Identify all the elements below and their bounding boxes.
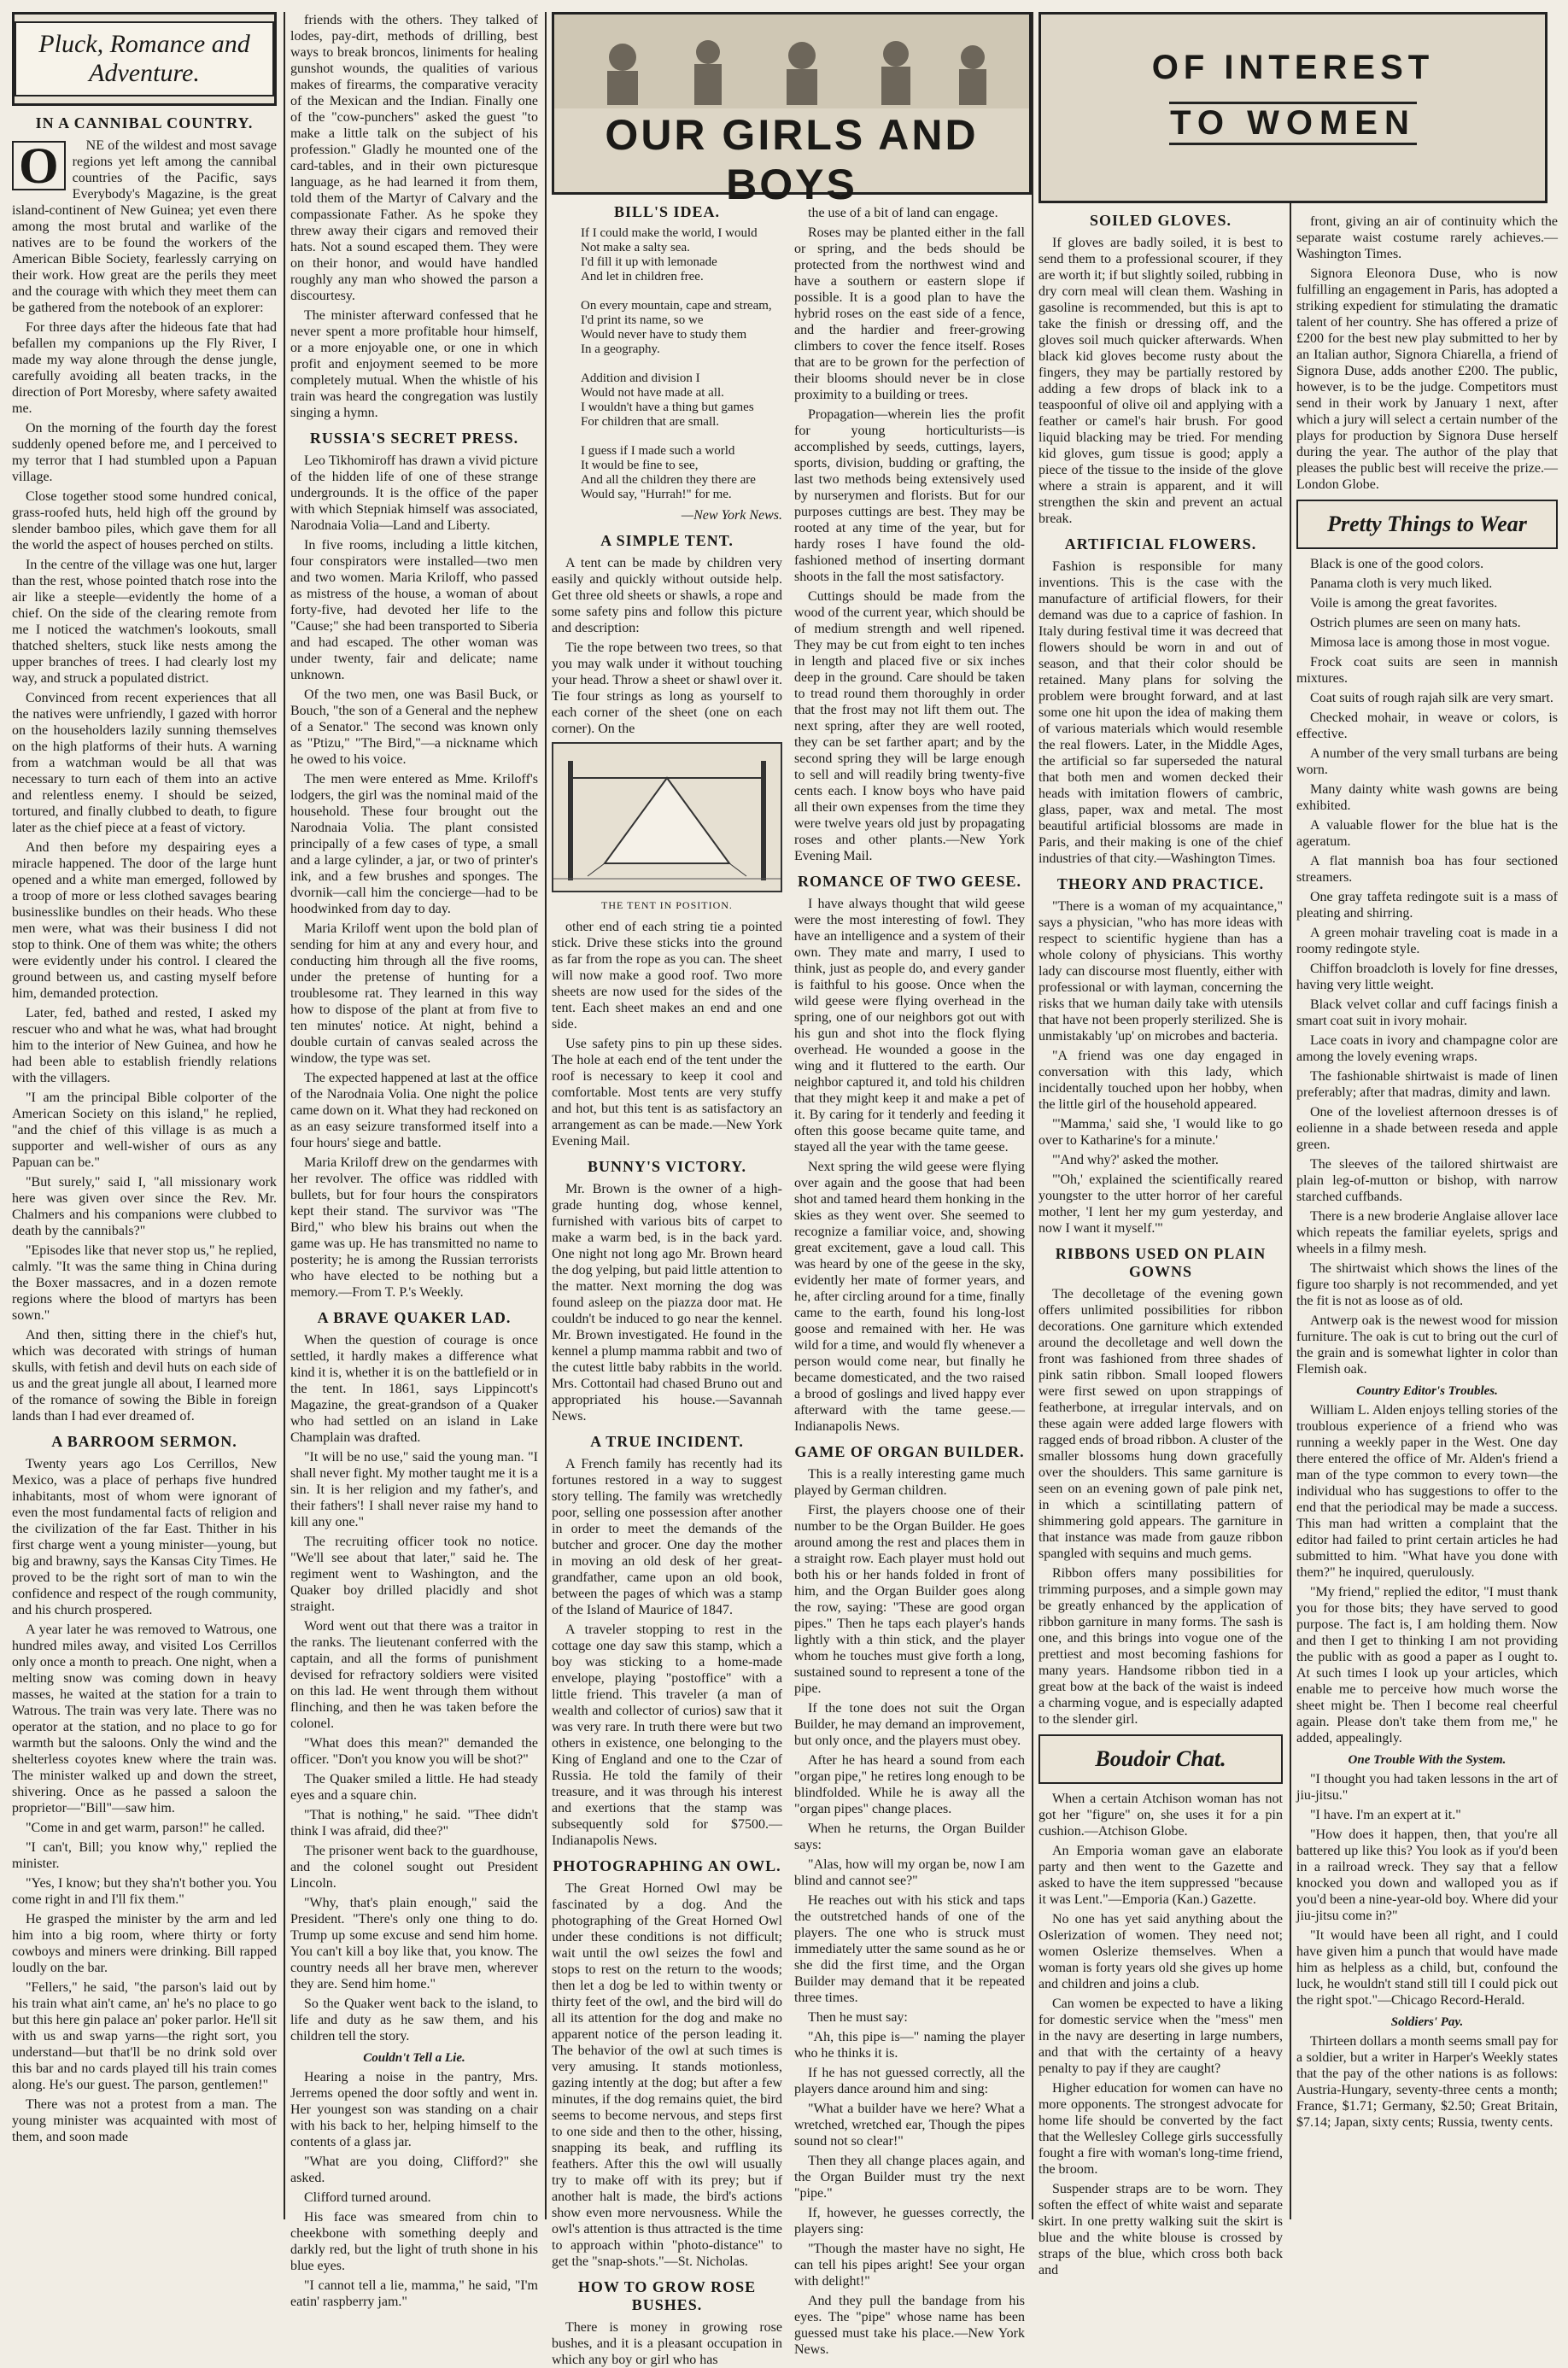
banner-line-2: TO WOMEN: [1169, 102, 1417, 145]
paragraph: "Ah, this pipe is—" naming the player who he thinks it is.: [794, 2030, 1025, 2061]
article-soldiers-pay: [1296, 2033, 1558, 2131]
paragraph: "My friend," replied the editor, "I must thank you for those bits; they have served to good purpose. The fact is, I am holding them. Now and then I get to thinking I am not providing the public with as good a paper as I ought to. At such times I look up your articles, which enable me to perceive how much worse the sheet might be. Then I become real cheerful again. Please don't take them from me," he added, appealingly.: [1296, 1585, 1558, 1745]
paragraph: "I have. I'm an expert at it.": [1310, 1808, 1461, 1822]
paragraph: "'And why?' asked the mother.: [1052, 1153, 1219, 1167]
paragraph: Clifford turned around.: [304, 2190, 431, 2205]
list-pretty-things: [1296, 556, 1558, 1377]
article-theory-practice: [1039, 898, 1283, 1237]
paragraph: Next spring the wild geese were flying over again and the goose that had been shot and tamed heard them honking in the skies as they went over. She seemed to recognize a familiar voice, and, showing great excitement, gave a loud call. This was heard by one of the geese in the sky, evidently her mate of former years, and he, after circling around for a time, finally came to the earth, found his long-lost goose and remained with her. He was wild for a time, and would fly whenever a person would come near, but finally he became domesticated, and the two raised a brood of goslings and lived happy ever afterward with the tame geese.—Indianapolis News.: [794, 1160, 1025, 1434]
paragraph: Panama cloth is very much liked.: [1310, 576, 1493, 591]
article-romance-two-geese: [794, 896, 1025, 1435]
article-true-incident: [552, 1456, 782, 1849]
poem-bills-idea: If I could make the world, I would Not make a salty sea. I'd fill it up with lemonade And let in children free. On every mountain, cape and stream, I'd print its name, so we Would never have to study them In a geography. Addition and division I Would not have made at all. I wouldn't have a thing but games For children that are small. I guess if I made such a world It would be fine to see, And all the children they there are Would say, "Hurrah!" for me.: [581, 226, 772, 501]
paragraph: A flat mannish boa has four sectioned streamers.: [1296, 854, 1558, 885]
paragraph: "What a builder have we here? What a wretched, wretched ear, Though the pipes sound not so clear!": [794, 2102, 1025, 2149]
children-reading-illustration: [554, 15, 1029, 108]
headline-country-editor: Country Editor's Troubles.: [1356, 1384, 1498, 1398]
column-rule: [1032, 12, 1033, 2219]
paragraph: On the morning of the fourth day the forest suddenly opened before me, and I perceived to my terror that I had stumbled upon a Papuan village.: [12, 421, 277, 484]
paragraph: In the centre of the village was one hut, larger than the rest, whose pointed thatch rose into the air like a steeple—evidently the home of a chief. On the side of the clearing remote from me I noticed the watchmen's lookouts, small thatched shelters, stuck like nests among the upper branches of trees. I had clearly lost my way, and struck a populated district.: [12, 558, 277, 686]
headline-simple-tent: A SIMPLE TENT.: [600, 532, 734, 549]
paragraph: Of the two men, one was Basil Buck, or Bouch, "the son of a General and the nephew of a Senator." The second was known only as "Ptizu," "The Bird,"—a nickname which he owed to his voice.: [290, 687, 538, 767]
paragraph: Many dainty white wash gowns are being exhibited.: [1296, 782, 1558, 813]
paragraph: He reaches out with his stick and taps the outstretched hands of one of the players. The one who is struck must immediately utter the same sound as he or she did the first time, and the Organ Builder may demand that it be repeated three times.: [794, 1893, 1025, 2005]
paragraph: Maria Kriloff drew on the gendarmes with her revolver. The office was riddled with bullets, but for four hours the conspirators kept their stand. The survivor was "The Bird," who blew his brains out when the game was up. He has transmitted no name to posterity; he is among the Russian terrorists who have elected to be nothing but a memory.—From T. P.'s Weekly.: [290, 1155, 538, 1300]
article-boudoir-chat-cont: [1296, 213, 1558, 493]
headline-soiled-gloves: SOILED GLOVES.: [1089, 212, 1232, 229]
pretty-things-banner: Pretty Things to Wear: [1296, 500, 1558, 549]
of-interest-to-women-banner: [1039, 12, 1548, 203]
article-country-editor: [1296, 1402, 1558, 1746]
paragraph: Word went out that there was a traitor in the ranks. The lieutenant conferred with the captain, and all the forms of punishment devised for refractory soldiers were visited on this lad. He went through them without flinching, and then he was taken before the colonel.: [290, 1619, 538, 1731]
paragraph: Coat suits of rough rajah silk are very smart.: [1310, 691, 1553, 705]
paragraph: "I thought you had taken lessons in the art of jiu-jitsu.": [1296, 1772, 1558, 1803]
column-rule: [545, 12, 547, 2219]
paragraph: Antwerp oak is the newest wood for mission furniture. The oak is cut to bring out the curl of the grain and is somewhat lighter in color than Flemish oak.: [1296, 1313, 1558, 1377]
paragraph: Thirteen dollars a month seems small pay for a soldier, but a writer in Harper's Weekly states that the pay of the other nations is as follows: Austria-Hungary, seventy-three cents a month; France, $1.71; Germany, $2.50; Great Britain, $7.14; Japan, sixty cents; Russia, twenty cents.: [1296, 2034, 1558, 2130]
article-simple-tent-cont: [552, 919, 782, 1149]
paragraph: The shirtwaist which shows the lines of the figure too sharply is not recommended, and yet the fit is not as loose as of old.: [1296, 1261, 1558, 1308]
poem-source: —New York News.: [681, 508, 782, 523]
paragraph: Chiffon broadcloth is lovely for fine dresses, having very little weight.: [1296, 962, 1558, 992]
paragraph: Hearing a noise in the pantry, Mrs. Jerrems opened the door softly and went in. Her youngest son was standing on a chair with his back to her, helping himself to the contents of a glass jar.: [290, 2070, 538, 2149]
headline-bunnys-victory: BUNNY'S VICTORY.: [587, 1158, 747, 1175]
headline-bills-idea: BILL'S IDEA.: [613, 203, 721, 220]
paragraph: "It will be no use," said the young man. "I shall never fight. My mother taught me it is a sin. It is her religion and my father's, and their fathers'! I shall never raise my hand to kill any one.": [290, 1450, 538, 1529]
paragraph: "Why, that's plain enough," said the President. "There's only one thing to do. Trump up some excuse and send him home. You can't kill a boy like that, you know. The country needs all her brave men, wherever they are. Send him home.": [290, 1896, 538, 1991]
paragraph: Convinced from recent experiences that all the natives were unfriendly, I gazed with horror on the householders lazily sunning themselves on the high platforms of their huts. A warning from a watchman would be all that was necessary to turn each of them into an active and relentless enemy. I should be seized, tortured, and finally clubbed to death, to figure later as the chief piece at a feast of victory.: [12, 691, 277, 835]
article-russia-secret-press: [290, 453, 538, 1301]
paragraph: The recruiting officer took no notice. "We'll see about that later," said he. The regiment went to Washington, and the Quaker boy drilled placidly and shot straight.: [290, 1535, 538, 1614]
paragraph: And then, sitting there in the chief's hut, which was decorated with strings of human skulls, with fetish and devil huts on each side of us and the great jungle all about, I learned more of the romance of sowing the Bible in foreign lands than I had ever dreamed of.: [12, 1328, 277, 1424]
paragraph: Voile is among the great favorites.: [1310, 596, 1498, 611]
paragraph: Lace coats in ivory and champagne color are among the lovely evening wraps.: [1296, 1033, 1558, 1064]
headline-russia-secret-press: RUSSIA'S SECRET PRESS.: [309, 430, 519, 447]
paragraph: If he has not guessed correctly, all the players dance around him and sing:: [794, 2066, 1025, 2096]
paragraph: The sleeves of the tailored shirtwaist are plain leg-of-mutton or bishop, with narrow starched cuffbands.: [1296, 1157, 1558, 1204]
article-brave-quaker-lad: [290, 1332, 538, 2044]
paragraph: When a certain Atchison woman has not got her "figure" on, she uses it for a pin cushion.—Atchison Globe.: [1039, 1792, 1283, 1839]
headline-ribbons-plain-gowns: RIBBONS USED ON PLAIN GOWNS: [1055, 1245, 1267, 1280]
paragraph: "I can't, Bill; you know why," replied the minister.: [12, 1840, 277, 1871]
paragraph: Then they all change places again, and the Organ Builder must try the next "pipe.": [794, 2154, 1025, 2201]
paragraph: front, giving an air of continuity which the separate waist costume rarely achieves.—Washington Times.: [1296, 214, 1558, 261]
paragraph: Use safety pins to pin up these sides. The hole at each end of the tent under the roof is necessary to keep it cool and comfortable. Most tents are very stuffy and hot, but this tent is as satisfactory an arrangement as can be made.—New York Evening Mail.: [552, 1037, 782, 1149]
paragraph: "'Mamma,' said she, 'I would like to go over to Katharine's for a minute.': [1039, 1117, 1283, 1148]
column-4: [794, 205, 1025, 2357]
article-grow-rose-bushes: [552, 2319, 782, 2368]
paragraph: And then before my despairing eyes a miracle happened. The door of the large hunt opened and a white man emerged, followed by a troop of more or less clothed savages bearing businesslike bundles on their heads. Who these men were, what was their business I did not stop to think. One of them was white; the others were evidently under his control. I cleared the ground between us, and casting myself before him, demanded protection.: [12, 840, 277, 1001]
pluck-romance-banner: [12, 12, 277, 106]
paragraph: A traveler stopping to rest in the cottage one day saw this stamp, which a boy was sticking to a home-made envelope, playing "postoffice" with a little friend. This traveler (a man of wealth and collector of curios) saw that it was very rare. In truth there were but two others in existence, one belonging to the King of England and one to the Czar of Russia. He told the family of their treasure, and it was through his interest and exertions that the stamp was subsequently sold for $7500.—Indianapolis News.: [552, 1623, 782, 1848]
paragraph: An Emporia woman gave an elaborate party and then went to the Gazette and asked to have the item suppressed "because it was Lent."—Emporia (Kan.) Gazette.: [1039, 1844, 1283, 1907]
column-rule: [1290, 12, 1291, 2219]
headline-barroom-sermon: A BARROOM SERMON.: [51, 1433, 237, 1450]
paragraph: other end of each string tie a pointed stick. Drive these sticks into the ground as far from the rope as you can. The sheet will now make a good roof. Two more sheets are now used for the sides of the tent. Each sheet makes an end and one side.: [552, 920, 782, 1032]
article-one-trouble: [1296, 1771, 1558, 2008]
paragraph: "I am the principal Bible colporter of the American Society on this island," he replied, "and the chief of this village is as much a supporter and well-wisher of ours as any Papuan can be.": [12, 1090, 277, 1170]
paragraph: William L. Alden enjoys telling stories of the troublous experience of a friend who was running a weekly paper in the West. One day there entered the office of Mr. Alden's friend a man of the type common to every town—the individual who has suggestions to offer to the end that the periodical may be made a success. This man had written a complaint that the editor had failed to print certain articles he had submitted to him. "What have you done with them?" he inquired, querulously.: [1296, 1403, 1558, 1580]
paragraph: "Episodes like that never stop us," he replied, calmly. "It was the same thing in China during the Boxer massacres, and in a dozen remote regions where the blood of martyrs has been sown.": [12, 1243, 277, 1323]
paragraph: Checked mohair, in weave or colors, is effective.: [1296, 710, 1558, 741]
paragraph: When the question of courage is once settled, it hardly makes a difference what kind it is, whether it is on the battlefield or in the tent. In 1861, says Lippincott's Magazine, the great-grandson of a Quaker who had settled on an island in Lake Champlain was drafted.: [290, 1333, 538, 1445]
paragraph: Higher education for women can have no more opponents. The strongest advocate for home life should be converted by the fact that the Wellesley College girls successfully fought a fire with woman's long-time friend, the broom.: [1039, 2081, 1283, 2177]
paragraph: Frock coat suits are seen in mannish mixtures.: [1296, 655, 1558, 686]
paragraph: No one has yet said anything about the Oslerization of women. They need not; women Oslerize themselves. When a woman is forty years old she gives up home and children and joins a club.: [1039, 1912, 1283, 1991]
paragraph: This is a really interesting game much played by German children.: [794, 1467, 1025, 1498]
paragraph: "'Oh,' explained the scientifically reared youngster to the utter horror of her careful mother, 'I lent her my gum yesterday, and now I want it myself.'": [1039, 1172, 1283, 1236]
paragraph: I have always thought that wild geese were the most interesting of fowl. They have an intelligence and a system of their own. They mate and marry, I used to think, just as people do, and every gander is faithful to his goose. Once when the wild geese were flying overhead in the spring, one of our neighbors got out with his gun and shot into the flock flying overhead. He wounded a goose in the wing and it fluttered to the earth. Our neighbor captured it, and told his children that they might keep it and make a pet of it. By caring for it tenderly and feeding it often this goose became quite tame, and stayed all the year with the tame geese.: [794, 897, 1025, 1155]
paragraph: The Great Horned Owl may be fascinated by a dog. And the photographing of the Great Horned Owl under these conditions is not difficult; wait until the owl seizes the fowl and stops to rest on the return to the woods; then let a dog be led to within twenty or thirty feet of the owl, and the bird will do all its attention for the dog and make no apparent notice of the person leading it. The behavior of the owl at such times is very amusing. It stands motionless, gazing intently at the dog; but after a few minutes, if the dog remains quiet, the bird seems to become nervous, and steps first to one side and then to the other, hissing, snapping its beak, and ruffling its feathers. After this the owl will usually try to make off with its prey; but if another halt is made, the bird's actions show even more nervousness. While the owl's attention is thus attracted is the time to approach within "photo-distance" to get the "snap-shots."—St. Nicholas.: [552, 1881, 782, 2269]
article-bunnys-victory: [552, 1181, 782, 1424]
paragraph: "Fellers," he said, "the parson's laid out by his train what ain't came, an' he's no place to go but this here gin palace an' poker parlor. He'll sit with us and swap yarns—the right sort, you understand—but that'll be no drink sold over this bar and no cards played till his train comes along. He's our guest. The parson, gentlemen!": [12, 1980, 277, 2092]
paragraph: There is a new broderie Anglaise allover lace which repeats the familiar eyelets, sprigs and wheels in a filmy mesh.: [1296, 1209, 1558, 1256]
banner-line-1: OF INTEREST: [1151, 49, 1435, 86]
paragraph: If the tone does not suit the Organ Builder, he may demand an improvement, but only once, and the players must obey.: [794, 1701, 1025, 1748]
paragraph: "It would have been all right, and I could have given him a punch that would have made him as helpless as a child, but, confound the luck, he wouldn't stand still till I could pick out the right spot."—Chicago Record-Herald.: [1296, 1928, 1558, 2008]
paragraph: So the Quaker went back to the island, to life and duty as he saw them, and his children tell the story.: [290, 1997, 538, 2043]
paragraph: A year later he was removed to Watrous, one hundred miles away, and visited Los Cerrillos only once a month to preach. One night, when a melting snow was coming down in heavy masses, he waited at the station for a train to Watrous. The train was very late. There was no operator at the station, and no place to go for warmth but the saloons. Only the wind and the shelterless coyotes knew where the train was. The minister walked up and down the street, shivering. Once as he passed a saloon the proprietor—"Bill"—saw him.: [12, 1623, 277, 1815]
paragraph: Mr. Brown is the owner of a high-grade hunting dog, whose kennel, furnished with various bits of carpet to make a warm bed, is in the back yard. One night not long ago Mr. Brown heard the dog yelping, but paid little attention to the matter. Next morning the dog was found asleep on the piazza door mat. He couldn't be induced to go near the kennel. Mr. Brown investigated. He found in the kennel a plump mamma rabbit and two of the cutest little baby rabbits in the world. Mrs. Cottontail had chased Bruno out and appropriated his house.—Savannah News.: [552, 1182, 782, 1424]
banner-title: OUR GIRLS AND BOYS: [605, 111, 979, 208]
article-soiled-gloves: [1039, 235, 1283, 527]
paragraph: And they pull the bandage from his eyes. The "pipe" whose name has been guessed must take his place.—New York News.: [794, 2294, 1025, 2357]
article-boudoir-chat: [1039, 1791, 1283, 2278]
article-artificial-flowers: [1039, 558, 1283, 867]
paragraph: "Though the master have no sight, He can tell his pipes aright! See your organ with delight!": [794, 2242, 1025, 2289]
paragraph: NE of the wildest and most savage regions yet left among the cannibal countries of the Pacific, says Everybody's Magazine, is the great island-continent of New Guinea; yet even there among the most brutal and warlike of the natives are to be found the workers of the American Bible Society, fearlessly carrying on their work. How great are the perils they meet and the courage with which they meet them can be gathered from the notebook of an explorer:: [12, 138, 277, 315]
paragraph: A French family has recently had its fortunes restored in a way to suggest story telling. The family was wretchedly poor, selling one possession after another in order to meet the demands of the butcher and grocer. One day the mother in moving an old desk of her great-grandfather, came upon an old book, between the pages of which was a stamp of the Island of Maurice of 1847.: [552, 1457, 782, 1617]
headline-brave-quaker-lad: A BRAVE QUAKER LAD.: [317, 1309, 512, 1326]
paragraph: Close together stood some hundred conical, grass-roofed huts, held high off the ground by slender bamboo piles, which gave them for all the world the aspect of houses perched on stilts.: [12, 489, 277, 553]
paragraph: He grasped the minister by the arm and led him into a big room, where thirty or forty cowboys and miners were drinking. Bill rapped loudly on the bar.: [12, 1912, 277, 1975]
column-rule: [284, 12, 285, 2219]
paragraph: Tie the rope between two trees, so that you may walk under it without touching your head. Throw a sheet or shawl over it. Tie four strings as long as yourself to each corner of the sheet (one on each corner). On the: [552, 640, 782, 736]
article-ribbons-plain-gowns: [1039, 1286, 1283, 1728]
paragraph: When he returns, the Organ Builder says:: [794, 1821, 1025, 1852]
headline-one-trouble: One Trouble With the System.: [1348, 1753, 1507, 1767]
paragraph: "What does this mean?" demanded the officer. "Don't you know you will be shot?": [290, 1736, 538, 1767]
article-grow-rose-bushes-cont: [794, 205, 1025, 864]
paragraph: After he has heard a sound from each "organ pipe," he retires long enough to be blindfolded. While he is away all the "organ pipes" change places.: [794, 1753, 1025, 1816]
paragraph: Later, fed, bathed and rested, I asked my rescuer who and what he was, what had brought him to the interior of New Guinea, and how he had been able to establish friendly relations with the villagers.: [12, 1006, 277, 1085]
paragraph: Fashion is responsible for many inventions. This is the case with the manufacture of artificial flowers, for their demand was due to a caprice of fashion. In Italy during festival time it was decreed that flowers should be worn in and out of season, and that their color should be retained. Many plans for solving the problem were brought forward, and at last some one hit upon the idea of making them of various materials which would resemble the real flowers. Later, in the Middle Ages, the artificial so far superseded the natural that both men and women decked their heads with imitation flowers of cambric, glass, paper, wax and metal. The most beautiful artificial blossoms are made in Paris, and their making is one of the chief industries of that city.—Washington Times.: [1039, 559, 1283, 866]
paragraph: Suspender straps are to be worn. They soften the effect of white waist and separate skirt. In one pretty walking suit the skirt is blue and the white blouse is crossed by straps of the blue, which cross both back and: [1039, 2182, 1283, 2277]
paragraph: Maria Kriloff went upon the bold plan of sending for him at any and every hour, and conducting him through all the five rooms, under the pretense of hunting for a troublesome rat. They learned in this way how to dispose of the plant at from five to ten minutes' notice. At night, behind a double curtain of canvas sealed across the window, the type was set.: [290, 921, 538, 1066]
paragraph: A tent can be made by children very easily and quickly without outside help. Get three old sheets or shawls, a rope and some safety pins and follow this picture and description:: [552, 556, 782, 635]
headline-artificial-flowers: ARTIFICIAL FLOWERS.: [1064, 535, 1257, 553]
paragraph: "Yes, I know; but they sha'n't bother you. You come right in and I'll fix them.": [12, 1876, 277, 1907]
paragraph: The fashionable shirtwaist is made of linen preferably; after that madras, dimity and lawn.: [1296, 1069, 1558, 1100]
paragraph: The decolletage of the evening gown offers unlimited possibilities for ribbon decorations. One garniture which extended around the decolletage and well down the front was fashioned from three shades of pink satin ribbon. Small looped flowers were first sewed on upon strappings of featherbone, at irregular intervals, and on these again were added large flowers with ragged ends of broad ribbon. A cluster of the smaller blossoms hung down gracefully over the shoulders. This same garniture is seen on an evening gown of pale pink net, in which a scintillating pattern of shimmering gold appears. The garniture in that instance was made from gauze ribbon spangled with sequins and much gems.: [1039, 1287, 1283, 1561]
headline-organ-builder: GAME OF ORGAN BUILDER.: [794, 1443, 1025, 1460]
paragraph: One gray taffeta redingote suit is a mass of pleating and shirring.: [1296, 890, 1558, 921]
boudoir-chat-banner: Boudoir Chat.: [1039, 1734, 1283, 1784]
column-1: [12, 12, 277, 2219]
paragraph: "How does it happen, then, that you're all battered up like this? You look as if you'd been in a railroad wreck. They say that a fellow knocked you down and walloped you as if you'd been a nine-year-old boy. Where did your jiu-jitsu come in?": [1296, 1827, 1558, 1923]
article-organ-builder: [794, 1466, 1025, 2358]
paragraph: Ribbon offers many possibilities for trimming purposes, and a simple gown may be greatly enhanced by the application of ribbon garniture in many forms. The sash is one, and this brings into vogue one of the prettiest and most becoming fashions for many years. Handsome ribbon tied in a great bow at the back of the waist is indeed a charming vogue, and is especially adapted to the slender girl.: [1039, 1566, 1283, 1727]
paragraph: A number of the very small turbans are being worn.: [1296, 746, 1558, 777]
headline-true-incident: A TRUE INCIDENT.: [590, 1433, 744, 1450]
headline-romance-two-geese: ROMANCE OF TWO GEESE.: [797, 873, 1022, 890]
paragraph: One of the loveliest afternoon dresses is of eolienne in a shade between reseda and apple green.: [1296, 1105, 1558, 1152]
headline-theory-practice: THEORY AND PRACTICE.: [1056, 875, 1265, 892]
paragraph: "I cannot tell a lie, mamma," he said, "I'm eatin' raspberry jam.": [290, 2278, 538, 2309]
paragraph: His face was smeared from chin to cheekbone with something deeply and darkly red, but the light of truth shone in his blue eyes.: [290, 2210, 538, 2273]
paragraph: Ostrich plumes are seen on many hats.: [1310, 616, 1521, 630]
headline-soldiers-pay: Soldiers' Pay.: [1390, 2015, 1464, 2029]
paragraph: "What are you doing, Clifford?" she asked.: [290, 2155, 538, 2185]
headline-cannibal-country: IN A CANNIBAL COUNTRY.: [35, 114, 254, 132]
paragraph: Then he must say:: [808, 2010, 908, 2025]
paragraph: the use of a bit of land can engage.: [808, 206, 998, 220]
paragraph: The men were entered as Mme. Kriloff's lodgers, the girl was the nominal maid of the household. These four brought out the Narodnaia Volia. The plant consisted principally of a few cases of type, a small and a large cylinder, a jar, or two of printer's ink, and a few brushes and sponges. The dvornik—call him the concierge—had to be hoodwinked from day to day.: [290, 772, 538, 916]
paragraph: Black velvet collar and cuff facings finish a smart coat suit in ivory mohair.: [1296, 997, 1558, 1028]
article-barroom-sermon-cont: [290, 12, 538, 421]
paragraph: "A friend was one day engaged in conversation with this lady, which incidentally touched upon her hobby, when the little girl of the household appeared.: [1039, 1049, 1283, 1112]
paragraph: The expected happened at last at the office of the Narodnaia Volia. One night the police came down on it. What they had reckoned on as an easy seizure transformed itself into a four hours' siege and battle.: [290, 1071, 538, 1150]
paragraph: If gloves are badly soiled, it is best to send them to a professional scourer, if they are worth it; if but slightly soiled, rubbing in dry corn meal will clean them. Washing in gasoline is recommended, but this is apt to take the finish or dressing off, and the gloves soil much quicker afterwards. When black kid gloves become rusty about the fingers, they may be partially restored by adding a few drops of black ink to a teaspoonful of olive oil and applying with a feather or camel's hair brush. For good liquid blacking may be tried. For mending kid gloves, gum tissue is good; apply a piece of the tissue to the inside of the glove where a strain is apparent, and it will strengthen the skin and prevent an actual break.: [1039, 236, 1283, 526]
paragraph: A valuable flower for the blue hat is the ageratum.: [1296, 818, 1558, 849]
paragraph: Mimosa lace is among those in most vogue.: [1310, 635, 1550, 650]
paragraph: For three days after the hideous fate that had befallen my companions up the Fly River, I made my way alone through the dense jungle, carefully avoiding all beaten tracks, in the direction of Port Moresby, where safety awaited me.: [12, 320, 277, 416]
paragraph: The Quaker smiled a little. He had steady eyes and a square chin.: [290, 1772, 538, 1803]
paragraph: Can women be expected to have a liking for domestic service when the "mess" men in the navy are deserting in large numbers, and that with the certainty of a heavy penalty to pay if they are caught?: [1039, 1997, 1283, 2076]
paragraph: Signora Eleonora Duse, who is now fulfilling an engagement in Paris, has adopted a striking expedient for stimulating the dramatic talent of her country. She has offered a prize of £200 for the best new play submitted to her by an Italian author, Signora Chiarella, a friend of Signora Duse, adds another £200. The public, however, is to be the judge. Competitors must send in their work by January 1 next, after which a jury will select a certain number of the plays for production by Signora Duse herself during the year. The author of the play that pleases the public best will receive the prize.—London Globe.: [1296, 266, 1558, 492]
paragraph: The minister afterward confessed that he never spent a more profitable hour himself, or a more enjoyable one, or one in which profit and enjoyment seemed to be more completely mutual. When the whistle of his train was heard the congregation was lustily singing a hymn.: [290, 308, 538, 420]
paragraph: Propagation—wherein lies the profit for young horticulturists—is accomplished by seeds, cuttings, layers, sports, division, budding or grafting, the last two methods being extensively used by nurserymen and florists. But for our purposes cuttings are best. They may be rooted at any time of the year, but for hardy roses I have found the old-fashioned method of inserting dormant shoots in the fall the most satisfactory.: [794, 407, 1025, 584]
article-couldnt-tell-a-lie: [290, 2069, 538, 2310]
paragraph: "That is nothing," he said. "Thee didn't think I was afraid, did thee?": [290, 1808, 538, 1839]
paragraph: friends with the others. They talked of lodes, pay-dirt, methods of drilling, best ways to break broncos, liniments for healing gunshot wounds, the qualities of various makes of firearms, the comparative veracity of the Mexican and the Indian. Finally one of the "cow-punchers" asked the guest "to make a little talk on the subject of his profession." Gladly he mounted one of the card-tables, and in their own picturesque language, as he had learned it from them, told them of the Martyr of Calvary and the compassionate Father. As he spoke they threw away their cigars and removed their hats. Not a sound escaped them. They were on their honor, and would have handled roughly any man who showed the parson a discourtesy.: [290, 13, 538, 303]
paragraph: "Alas, how will my organ be, now I am blind and cannot see?": [794, 1857, 1025, 1888]
paragraph: Roses may be planted either in the fall or spring, and the beds should be protected from the northwest wind and have a southern or eastern slope if possible. It is a good plan to have the hybrid roses on the east side of a fence, and the hardier and freer-growing climbers to cover the fence itself. Roses that are to be grown for the perfection of their blooms should never be in close proximity to a building or trees.: [794, 225, 1025, 402]
banner-title: Pluck, Romance and Adventure.: [15, 21, 274, 96]
tent-illustration: [552, 742, 782, 892]
paragraph: A green mohair traveling coat is made in a roomy redingote style.: [1296, 926, 1558, 956]
paragraph: Leo Tikhomiroff has drawn a vivid picture of the hidden life of one of these strange undergrounds. It is the office of the paper with which Stepniak himself was associated, Narodnaia Volia—Land and Liberty.: [290, 453, 538, 533]
paragraph: "There is a woman of my acquaintance," says a physician, "who has more ideas with respect to scientific hygiene than has a whole colony of physicians. This worthy lady can discourse most fluently, either with professional or with layman, concerning the risks that we human daily take with utensils that have not been properly sterilized. She is unmistakably 'up' on microbes and bacteria.: [1039, 899, 1283, 1044]
paragraph: Twenty years ago Los Cerrillos, New Mexico, was a place of perhaps five hundred inhabitants, most of whom were ignorant of even the most fundamental facts of religion and the civilization of the far East. Thither in his first charge went a young minister—young, but big and brawny, says the Kansas City Times. He proved to be the right sort of man to win the confidence and respect of the rough community, and his church prospered.: [12, 1457, 277, 1617]
paragraph: Cuttings should be made from the wood of the current year, which should be of medium strength and well ripened. They may be cut from eight to ten inches in length and placed five or six inches deep in the ground. Care should be taken to tread round them thoroughly in order that the frost may not lift them out. The next spring, after they are well rooted, they can be set farther apart; and by the second spring they will be large enough to sell and will readily bring twenty-five cents each. I know boys who have paid all their own expenses from the time they were twelve years old just by propagating roses and other plants.—New York Evening Mail.: [794, 589, 1025, 863]
paragraph: "But surely," said I, "all missionary work here was given over since the Rev. Mr. Chalmers and his companions were clubbed to death by the cannibals?": [12, 1175, 277, 1238]
tent-caption: THE TENT IN POSITION.: [601, 899, 733, 911]
column-2: [290, 12, 538, 2309]
article-cannibal-country: [12, 137, 277, 1424]
headline-photographing-owl: PHOTOGRAPHING AN OWL.: [553, 1857, 781, 1874]
paragraph: The prisoner went back to the guardhouse, and the colonel sought out President Lincoln.: [290, 1844, 538, 1891]
paragraph: There is money in growing rose bushes, and it is a pleasant occupation in which any boy or girl who has: [552, 2320, 782, 2367]
paragraph: "Come in and get warm, parson!" he called.: [26, 1821, 266, 1835]
article-photographing-owl: [552, 1880, 782, 2270]
paragraph: Black is one of the good colors.: [1310, 557, 1484, 571]
column-6: [1296, 213, 1558, 2219]
paragraph: In five rooms, including a little kitchen, four conspirators were installed—two men and two women. Maria Kriloff, who passed as mistress of the house, a woman of about forty-five, had devoted her life to the "Cause;" she had been transported to Siberia and had escaped. The other woman was under twenty, fair and delicate; name unknown.: [290, 538, 538, 682]
paragraph: If, however, he guesses correctly, the players sing:: [794, 2206, 1025, 2236]
paragraph: There was not a protest from a man. The young minister was acquainted with most of them, and soon made: [12, 2097, 277, 2144]
article-simple-tent: [552, 555, 782, 737]
headline-couldnt-tell-a-lie: Couldn't Tell a Lie.: [363, 2051, 465, 2065]
paragraph: First, the players choose one of their number to be the Organ Builder. He goes around among the rest and places them in a straight row. Each player must hold out both his or her hands folded in front of him, and the Organ Builder goes along the row, saying: "These are good organ pipes." Then he taps each player's hands lightly with a thin stick, and the player whom he touches must give forth a long, sustained sound to represent a tone of the pipe.: [794, 1503, 1025, 1696]
our-girls-and-boys-banner: [552, 12, 1032, 208]
drop-cap: O: [12, 141, 66, 190]
headline-grow-rose-bushes: HOW TO GROW ROSE BUSHES.: [577, 2278, 757, 2313]
article-barroom-sermon: [12, 1456, 277, 2145]
